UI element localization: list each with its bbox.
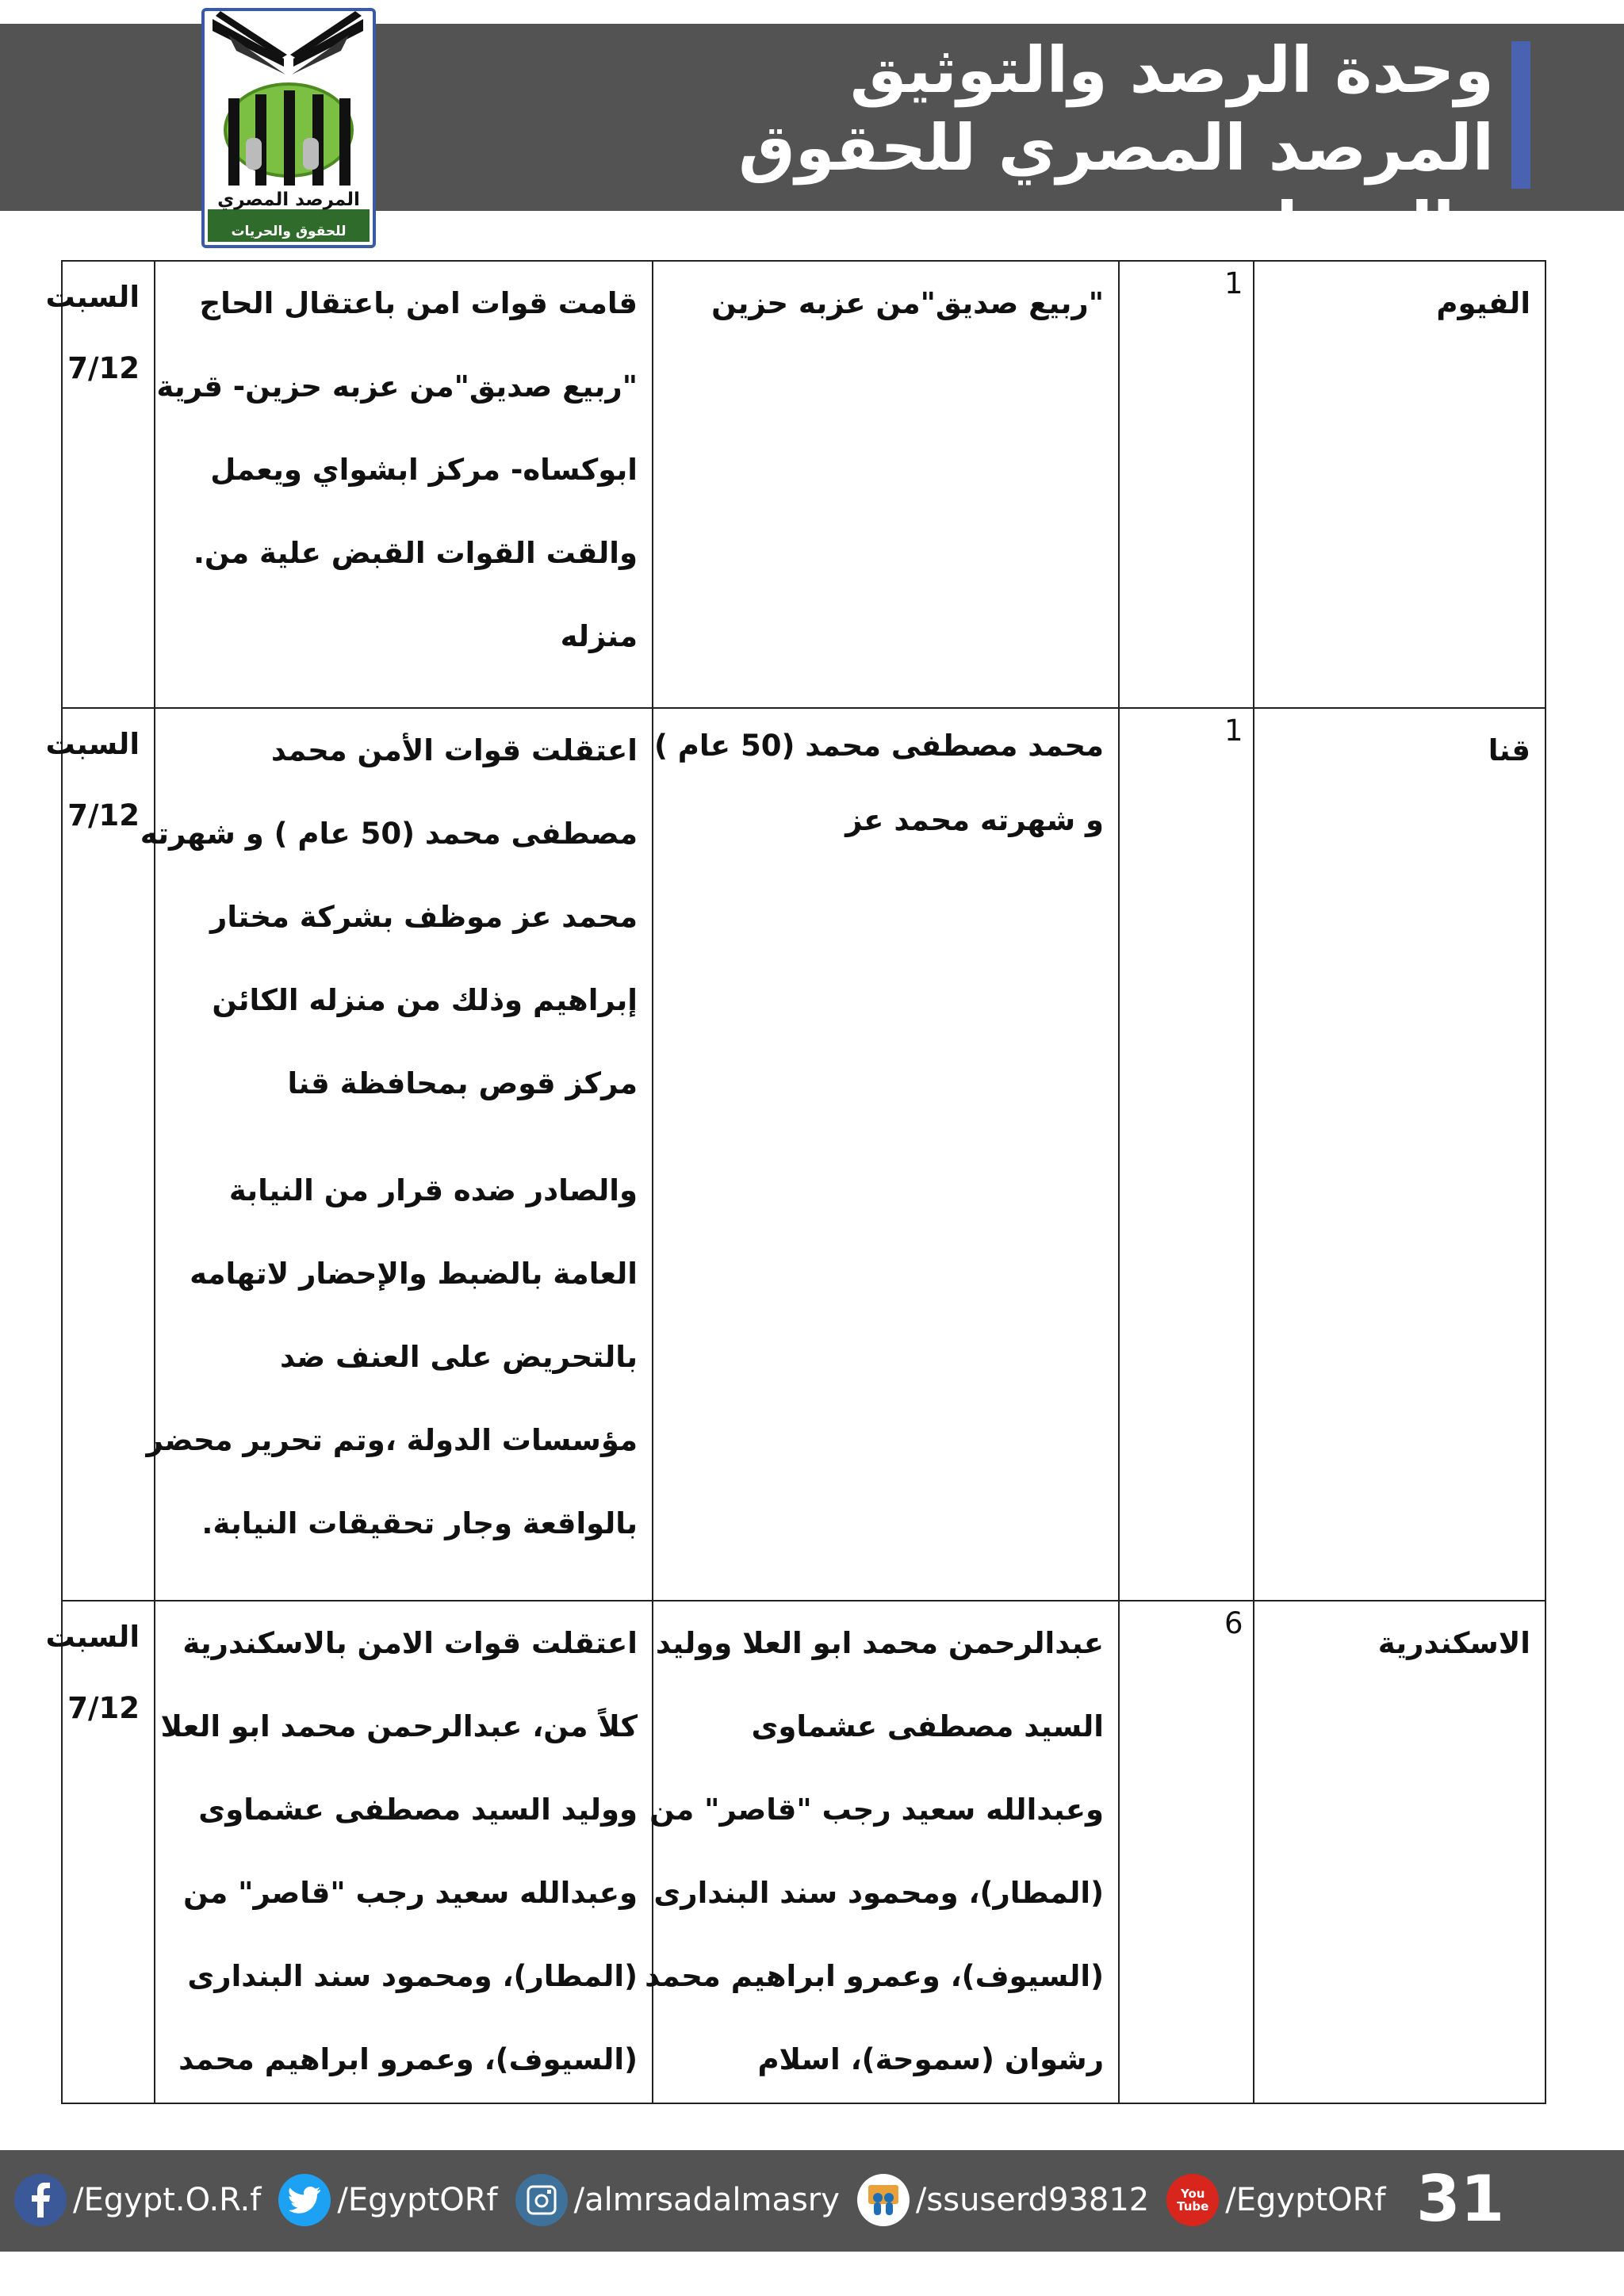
names-line: "ربيع صديق"من عزبه حزين bbox=[711, 286, 1104, 320]
day-text: السبت bbox=[45, 1620, 140, 1654]
count-text: 6 bbox=[1224, 1606, 1243, 1640]
names-line: السيد مصطفى عشماوى bbox=[751, 1709, 1104, 1743]
twitter-link[interactable] bbox=[278, 2174, 497, 2226]
logo-subtitle: للحقوق والحريات bbox=[231, 224, 347, 239]
details-line: إبراهيم وذلك من منزله الكائن bbox=[212, 983, 638, 1017]
names-cell bbox=[653, 261, 1119, 708]
count-text: 1 bbox=[1224, 266, 1243, 300]
date-cell bbox=[45, 261, 155, 708]
facebook-link[interactable] bbox=[14, 2174, 261, 2226]
twitter-icon bbox=[278, 2174, 331, 2226]
table-row bbox=[62, 261, 1545, 708]
details-line: وعبدالله سعيد رجب "قاصر" من bbox=[183, 1876, 638, 1910]
slideshare-link-text: /ssuserd93812 bbox=[915, 2182, 1150, 2218]
governorate-text: قنا bbox=[1488, 733, 1530, 767]
logo-title: المرصد المصري bbox=[217, 189, 360, 210]
names-line: و شهرته محمد عز bbox=[845, 803, 1104, 837]
slideshare-icon bbox=[857, 2174, 910, 2226]
date-text: 7/12 bbox=[67, 1691, 140, 1725]
youtube-icon bbox=[1166, 2174, 1219, 2226]
header-accent-bar bbox=[1511, 41, 1530, 189]
names-line: عبدالرحمن محمد ابو العلا ووليد bbox=[655, 1626, 1104, 1660]
count-cell bbox=[1119, 708, 1254, 1601]
header-title-line1: وحدة الرصد والتوثيق bbox=[849, 33, 1494, 107]
governorate-text: الفيوم bbox=[1436, 286, 1530, 320]
details-line: بالواقعة وجار تحقيقات النيابة. bbox=[201, 1506, 638, 1540]
date-text: 7/12 bbox=[67, 351, 140, 385]
twitter-link-text: /EgyptORf bbox=[337, 2182, 498, 2218]
details-line: مؤسسات الدولة ،وتم تحرير محضر bbox=[146, 1423, 638, 1457]
day-text: السبت bbox=[45, 280, 140, 314]
details-cell bbox=[155, 1601, 653, 2103]
details-line: والصادر ضده قرار من النيابة bbox=[228, 1173, 638, 1207]
details-line: والقت القوات القبض علية من. bbox=[193, 536, 638, 570]
names-line: وعبدالله سعيد رجب "قاصر" من bbox=[649, 1793, 1104, 1827]
arrests-table bbox=[45, 260, 1546, 2104]
details-line: منزله bbox=[560, 619, 638, 653]
governorate-cell bbox=[1254, 1601, 1545, 2103]
details-line: اعتقلت قوات الأمن محمد bbox=[270, 733, 638, 767]
governorate-cell bbox=[1254, 261, 1545, 708]
youtube-icon-text: You Tube bbox=[1177, 2187, 1209, 2214]
details-line: (المطار)، ومحمود سند البندارى bbox=[187, 1959, 638, 1993]
details-line: ابوكساه- مركز ابشواي ويعمل bbox=[210, 453, 638, 487]
details-line: بالتحريض على العنف ضد bbox=[279, 1340, 638, 1374]
details-line: ووليد السيد مصطفى عشماوى bbox=[198, 1793, 638, 1827]
details-line: كلاً من، عبدالرحمن محمد ابو العلا bbox=[160, 1709, 638, 1743]
details-cell bbox=[140, 708, 653, 1601]
date-cell bbox=[45, 1601, 155, 2103]
details-line: (السيوف)، وعمرو ابراهيم محمد bbox=[178, 2042, 638, 2076]
count-cell bbox=[1119, 1601, 1254, 2103]
details-line: مركز قوص بمحافظة قنا bbox=[287, 1066, 638, 1100]
names-line: (المطار)، ومحمود سند البندارى bbox=[653, 1876, 1104, 1910]
details-line: قامت قوات امن باعتقال الحاج bbox=[199, 286, 638, 320]
facebook-link-text: /Egypt.O.R.f bbox=[73, 2182, 262, 2218]
social-links bbox=[14, 2168, 1404, 2232]
names-line: رشوان (سموحة)، اسلام bbox=[757, 2042, 1104, 2076]
governorate-text: الاسكندرية bbox=[1377, 1626, 1530, 1660]
page-number: 31 bbox=[1416, 2162, 1505, 2236]
count-text: 1 bbox=[1224, 714, 1243, 748]
slideshare-link[interactable] bbox=[857, 2174, 1149, 2226]
youtube-link-text: /EgyptORf bbox=[1225, 2182, 1386, 2218]
details-line: اعتقلت قوات الامن بالاسكندرية bbox=[182, 1626, 638, 1660]
table-row bbox=[62, 708, 1545, 1601]
instagram-link[interactable] bbox=[515, 2174, 840, 2226]
names-cell bbox=[645, 1601, 1119, 2103]
details-line: "ربيع صديق"من عزبه حزين- قرية bbox=[156, 369, 638, 404]
paragraph-gap bbox=[170, 1125, 638, 1149]
details-line: العامة بالضبط والإحضار لاتهامه bbox=[190, 1257, 638, 1291]
details-line: محمد عز موظف بشركة مختار bbox=[210, 900, 638, 934]
count-cell bbox=[1119, 261, 1254, 708]
youtube-link[interactable] bbox=[1166, 2174, 1385, 2226]
names-line: محمد مصطفى محمد (50 عام ) bbox=[654, 729, 1104, 763]
date-text: 7/12 bbox=[67, 798, 140, 832]
governorate-cell bbox=[1254, 708, 1545, 1601]
day-text: السبت bbox=[45, 727, 140, 761]
names-line: (السيوف)، وعمرو ابراهيم محمد bbox=[645, 1959, 1104, 1993]
instagram-link-text: /almrsadalmasry bbox=[573, 2182, 840, 2218]
table-row bbox=[62, 1601, 1545, 2103]
details-line: مصطفى محمد (50 عام ) و شهرته bbox=[140, 817, 638, 851]
details-cell bbox=[155, 261, 653, 708]
instagram-icon bbox=[515, 2174, 568, 2226]
header-title bbox=[463, 32, 1494, 265]
header-title-line2: المرصد المصري للحقوق والحريات bbox=[738, 111, 1494, 262]
names-cell bbox=[653, 708, 1119, 1601]
facebook-icon bbox=[14, 2174, 67, 2226]
organization-logo bbox=[201, 8, 376, 248]
